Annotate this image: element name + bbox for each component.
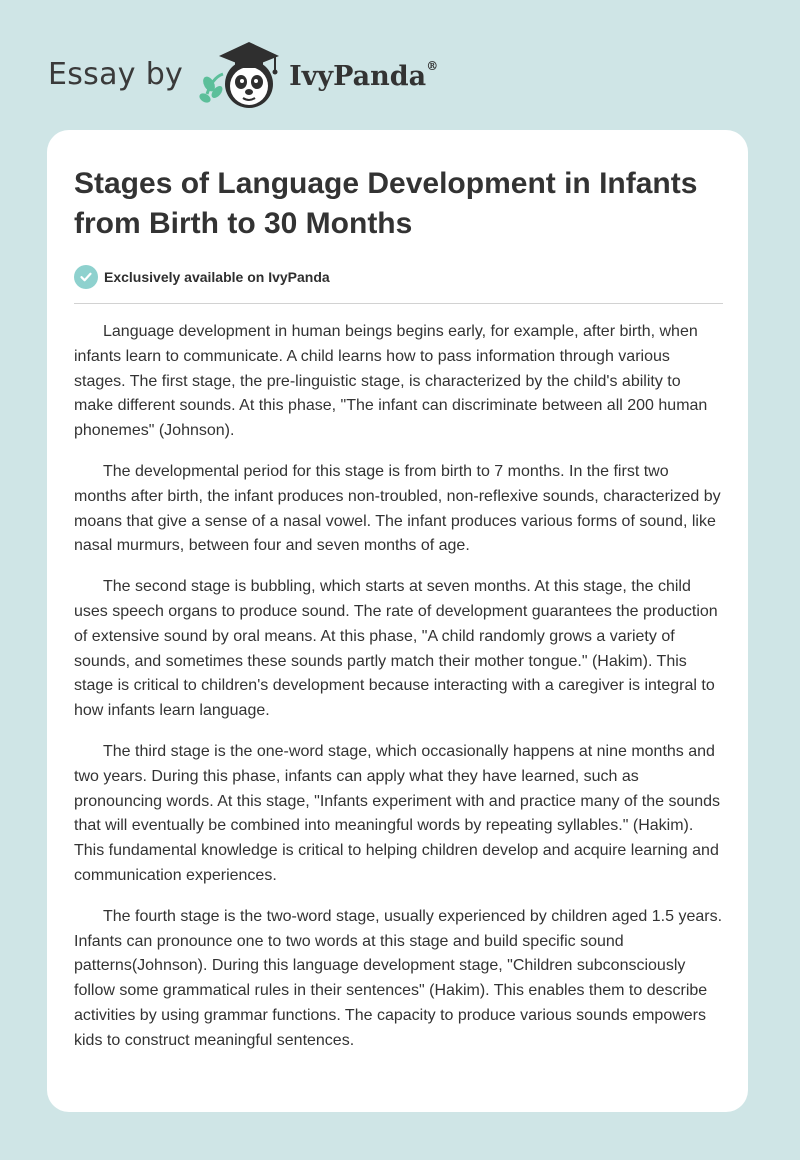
brand-name[interactable] [289,58,439,92]
paragraph: Language development in human beings begins early, for example, after birth, when infants learn to communicate. A child learns how to pass information through various stages. The first stage, the pre-linguistic stage, is characterized by the child's ability to make different sounds. At this phase, "The infant can discriminate between all 200 human phonemes" (Johnson). [74,323,708,440]
paragraph: The second stage is bubbling, which starts at seven months. At this stage, the child uses speech organs to produce sound. The rate of development guarantees the production of extensive sound by oral means. At this phase, "A child randomly grows a variety of sounds, and sometimes these sounds partly match their mother tongue." (Hakim). This stage is critical to children's development because interacting with a caregiver is integral to how infants learn language. [74,578,718,720]
essay-body [74,320,724,1070]
site-header [48,34,438,110]
exclusive-badge [74,265,330,289]
brand-name-text: IvyPanda [289,60,427,92]
paragraph: The third stage is the one-word stage, which occasionally happens at nine months and two years. During this phase, infants can apply what they have learned, such as pronouncing words. At this stage, "Infants experiment with and practice many of the sounds that will eventually be combined into meaningful words by repeating syllables." (Hakim). This fundamental knowledge is critical to helping children develop and acquire learning and communication experiences. [74,742,721,884]
divider [74,303,723,304]
registered-mark: ® [426,58,439,73]
panda-logo-icon[interactable] [197,34,285,110]
essay-card [47,130,748,1112]
check-icon [74,265,98,289]
essay-title: Stages of Language Development in Infants from Birth to 30 Months [74,167,698,240]
paragraph: The fourth stage is the two-word stage, usually experienced by children aged 1.5 years. Infants can pronounce one to two words at this stage and build specific sound patterns(Johnson). During this language development stage, "Children subconsciously follow some grammatical rules in their sentences" (Hakim). This enables them to describe activities by using grammar functions. The capacity to produce various sounds empowers kids to construct meaningful sentences. [74,907,723,1049]
exclusive-badge-text: Exclusively available on IvyPanda [104,269,330,285]
essay-by-label: Essay by [48,56,184,92]
paragraph: The developmental period for this stage is from birth to 7 months. In the first two months after birth, the infant produces non-troubled, non-reflexive sounds, characterized by moans that give a sense of a nasal vowel. The infant produces various forms of sound, like nasal murmurs, between four and seven months of age. [74,462,721,555]
